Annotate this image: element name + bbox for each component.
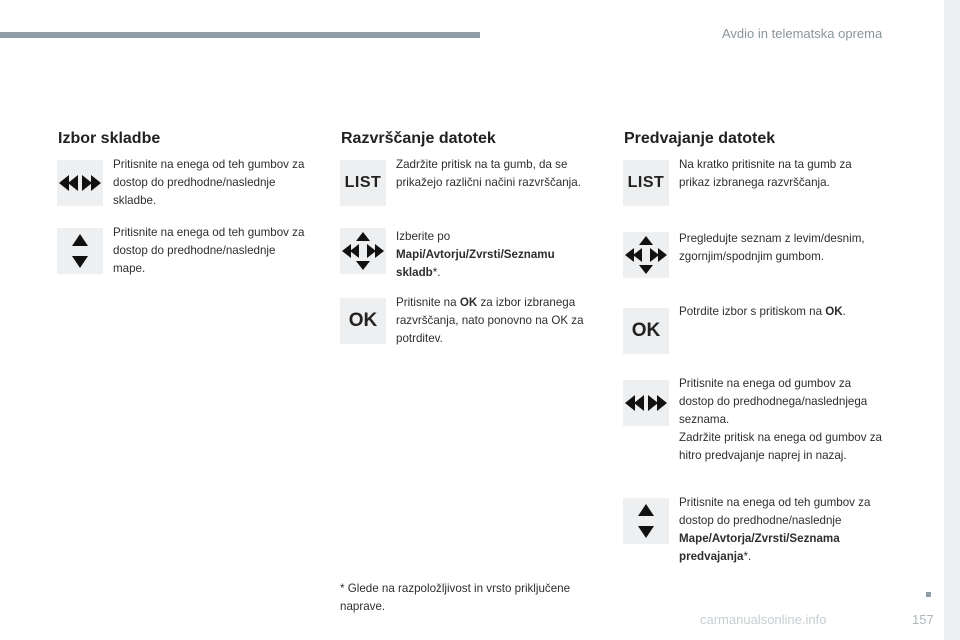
item-text-line-2: Zadržite pritisk na enega od gumbov za hitro predvajanje naprej in nazaj. — [679, 431, 883, 462]
predvajanje-item-4-text — [679, 375, 889, 465]
item-text-bold: Mapi/Avtorju/Zvrsti/Seznamu skladb — [396, 248, 555, 279]
item-text-suffix: za izbor izbranega razvrščanja, nato ponovno na OK za potrditev. — [396, 296, 584, 345]
item-text-suffix: *. — [743, 550, 752, 563]
item-text-bold: Mape/Avtorja/Zvrsti/Seznama predvajanja — [679, 532, 840, 563]
predvajanje-item-3-text — [679, 303, 889, 321]
item-text-prefix: Pritisnite na enega od teh gumbov za dostop do predhodne/naslednje — [679, 496, 871, 527]
section-izbor-skladbe — [58, 130, 328, 148]
predvajanje-item-2-text: Pregledujte seznam z levim/desnim, zgornjim/spodnjim gumbom. — [679, 232, 865, 263]
prev-next-icon — [57, 160, 103, 206]
watermark: carmanualsonline.info — [700, 612, 827, 627]
razvrscanje-item-2-text — [396, 228, 591, 282]
list-label: LIST — [344, 174, 382, 191]
ok-label: OK — [631, 320, 661, 341]
item-text-bold: OK — [459, 296, 478, 309]
item-text-line-1: Pritisnite na enega od gumbov za dostop do predhodnega/naslednjega seznama. — [679, 377, 868, 426]
dpad-icon-svg — [624, 233, 668, 277]
item-text-bold: OK — [825, 305, 843, 318]
header-title: Avdio in telematska oprema — [722, 26, 883, 41]
izbor-item-1-text: Pritisnite na enega od teh gumbov za dostop do predhodne/naslednje skladbe. — [113, 158, 305, 207]
predvajanje-item-5-text — [679, 494, 879, 566]
izbor-item-2-text: Pritisnite na enega od teh gumbov za dostop do predhodne/naslednje mape. — [113, 226, 305, 275]
page-marker — [926, 592, 931, 597]
section-predvajanje — [624, 130, 894, 148]
razvrscanje-item-1-text: Zadržite pritisk na ta gumb, da se prikažejo različni načini razvrščanja. — [396, 158, 581, 189]
prev-next-icon-svg — [624, 393, 668, 413]
section-heading: Izbor skladbe — [58, 130, 161, 147]
up-down-icon — [57, 228, 103, 274]
dpad-icon — [340, 228, 386, 274]
item-text-suffix: . — [842, 305, 846, 318]
item-text-suffix: *. — [432, 266, 441, 279]
header-rule — [0, 32, 480, 38]
predvajanje-item-1-text: Na kratko pritisnite na ta gumb za prikaz izbranega razvrščanja. — [679, 158, 852, 189]
ok-button-icon — [340, 298, 386, 344]
page-number: 157 — [912, 612, 934, 627]
prev-next-icon — [623, 380, 669, 426]
list-button-icon — [340, 160, 386, 206]
up-down-icon — [623, 498, 669, 544]
list-label: LIST — [627, 174, 665, 191]
footnote: * Glede na razpoložljivost in vrsto priključene naprave. — [340, 582, 571, 613]
up-down-icon-svg — [636, 501, 656, 541]
dpad-icon — [623, 232, 669, 278]
section-heading: Predvajanje datotek — [624, 130, 776, 147]
up-down-icon-svg — [70, 231, 90, 271]
item-text-prefix: Potrdite izbor s pritiskom na — [679, 305, 823, 318]
ok-label: OK — [348, 310, 378, 331]
list-button-icon — [623, 160, 669, 206]
section-razvrscanje — [341, 130, 611, 148]
side-band — [944, 0, 960, 640]
dpad-icon-svg — [341, 229, 385, 273]
ok-button-icon — [623, 308, 669, 354]
item-text-prefix: Izberite po — [396, 230, 451, 243]
prev-next-icon-svg — [58, 173, 102, 193]
razvrscanje-item-3-text — [396, 294, 601, 348]
section-heading: Razvrščanje datotek — [341, 130, 496, 147]
item-text-prefix: Pritisnite na — [396, 296, 457, 309]
